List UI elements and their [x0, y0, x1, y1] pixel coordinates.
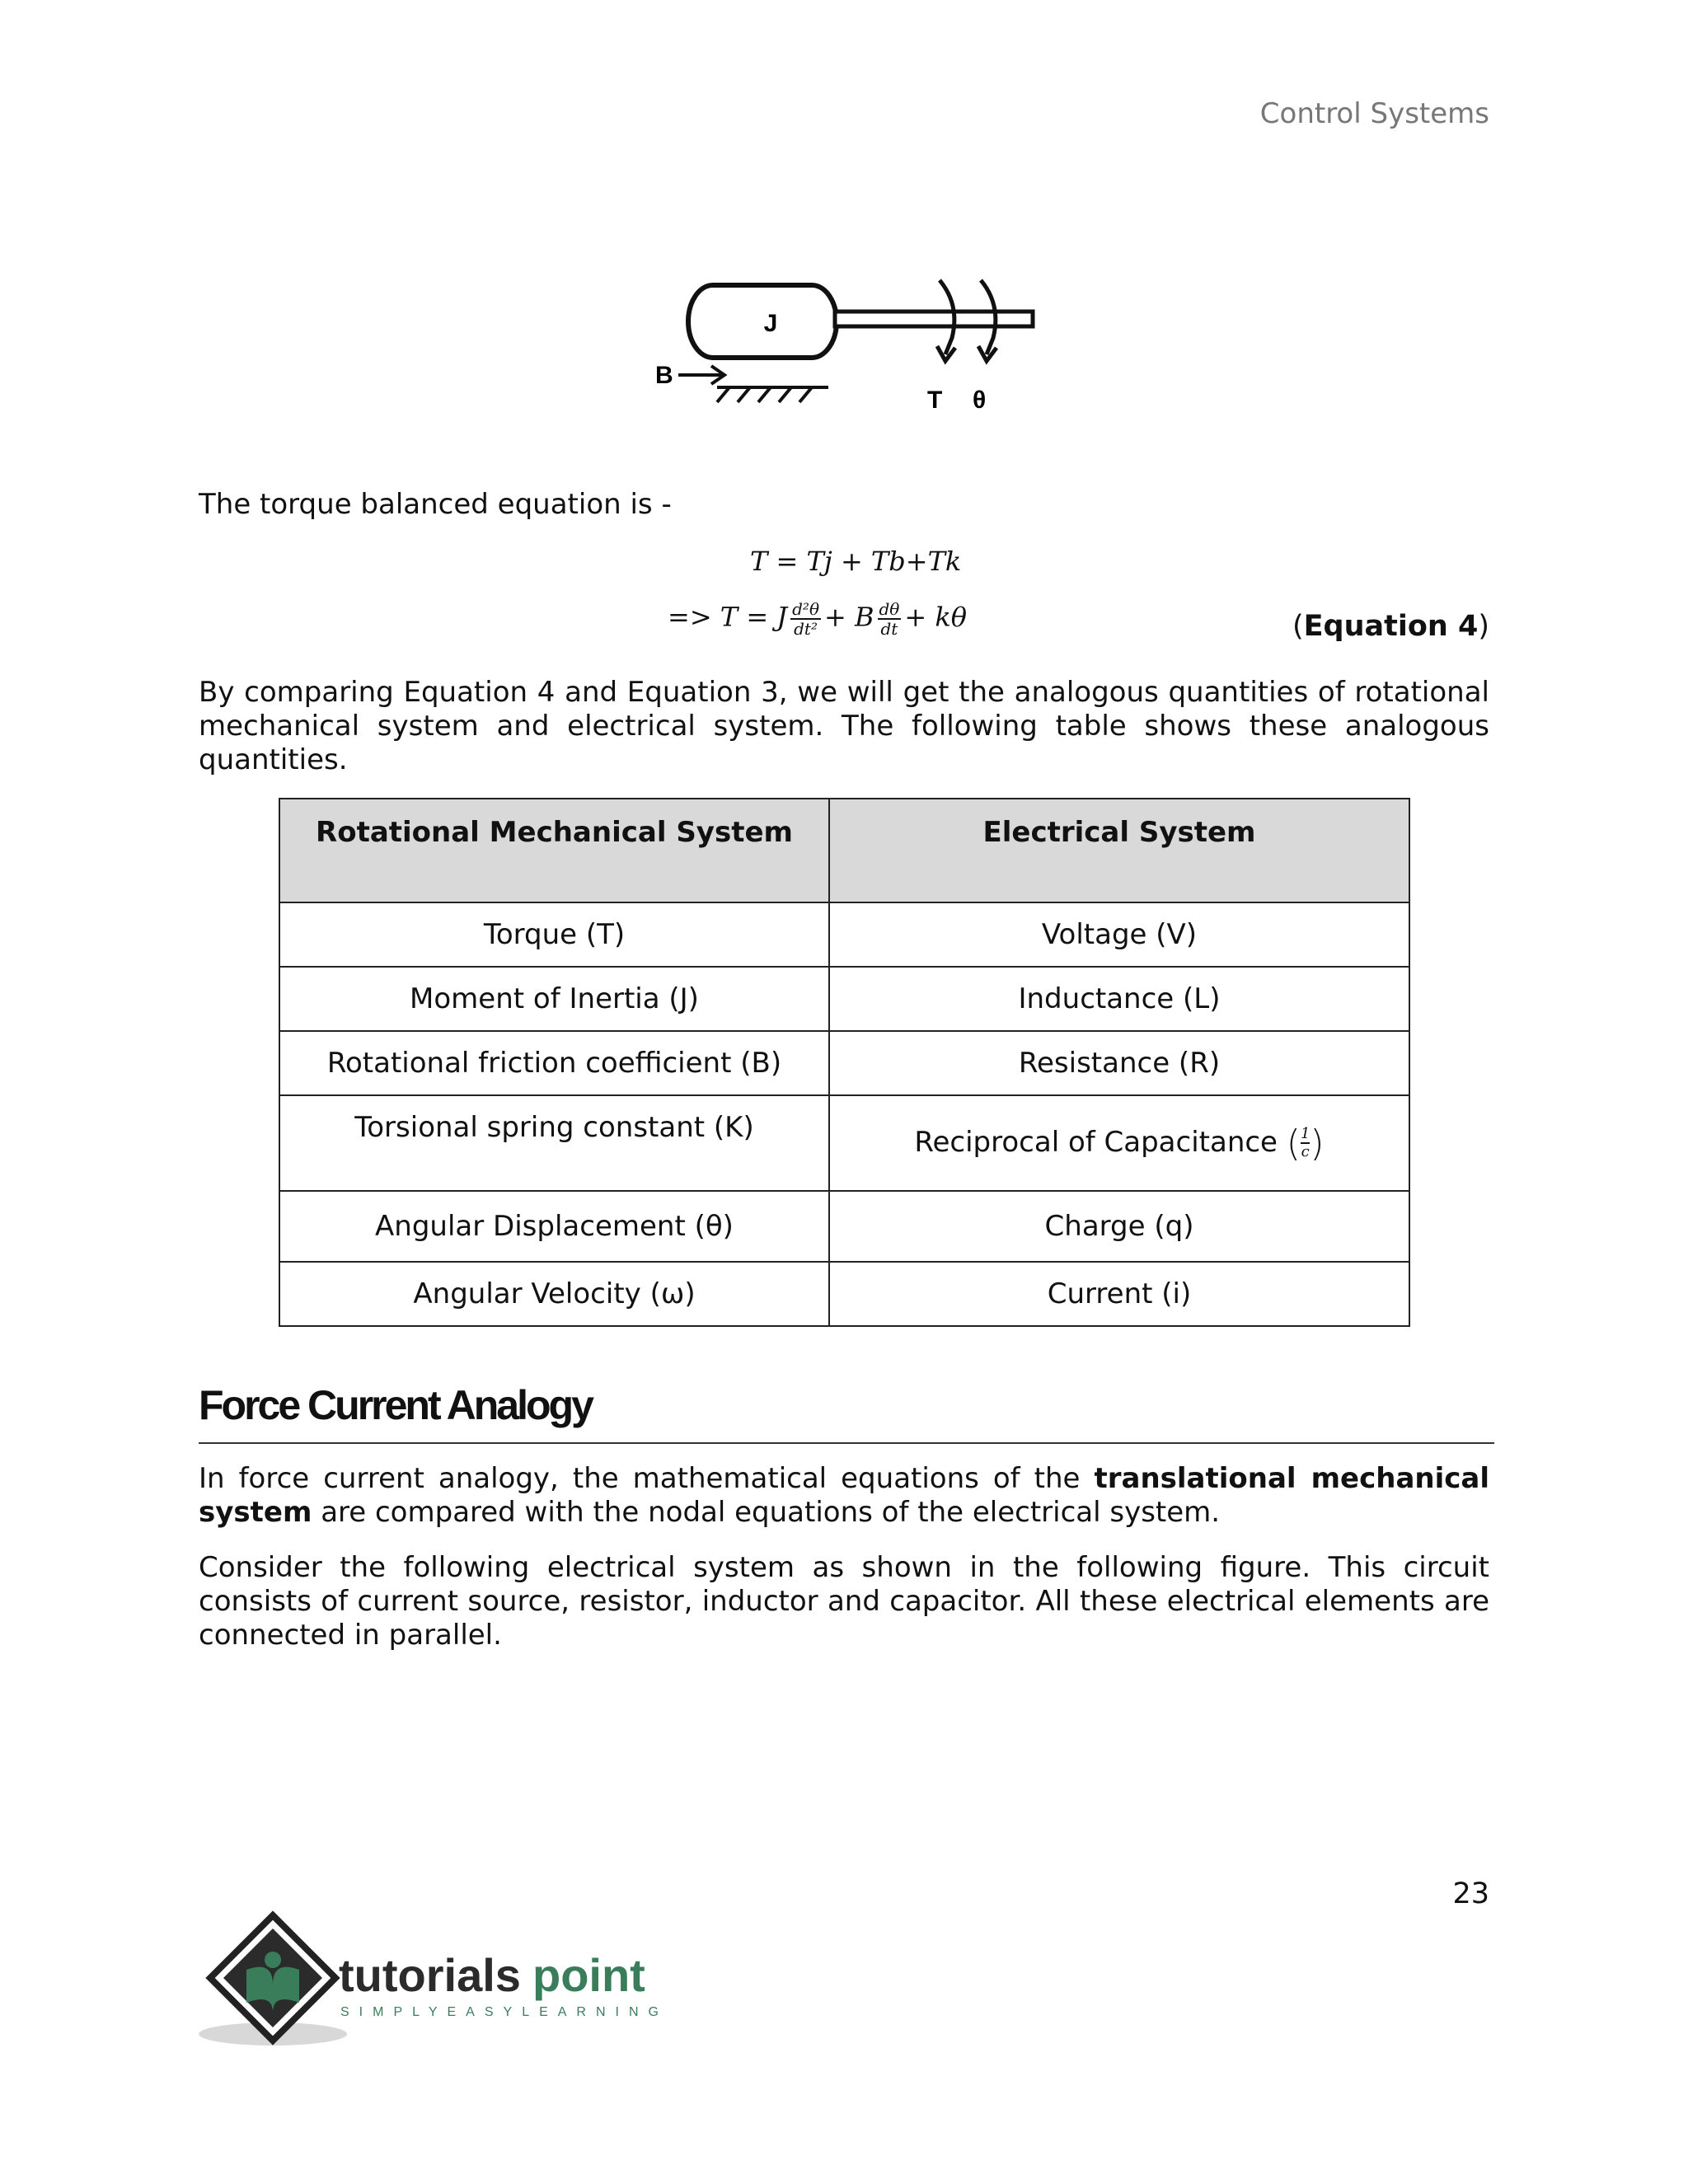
table-cell: Resistance (R): [829, 1031, 1409, 1095]
table-cell: Angular Displacement (θ): [279, 1191, 829, 1262]
equation-line-1: T = Tj + Tb+Tk: [750, 546, 962, 577]
capacitance-label: Reciprocal of Capacitance: [914, 1125, 1278, 1159]
analogous-quantities-table: [279, 798, 1410, 1327]
table-row: [279, 902, 1409, 967]
table-cell: Current (i): [829, 1262, 1409, 1326]
section-divider: [199, 1442, 1494, 1444]
table-row: [279, 967, 1409, 1031]
angle-label: θ: [973, 387, 987, 414]
intro-text: The torque balanced equation is -: [199, 488, 672, 521]
rotational-system-figure: [647, 272, 1043, 420]
svg-text:point: point: [532, 1949, 645, 2001]
friction-arrow: [678, 366, 724, 384]
table-cell: Moment of Inertia (J): [279, 967, 829, 1031]
svg-text:tutorials: tutorials: [339, 1949, 521, 2001]
table-cell: Charge (q): [829, 1191, 1409, 1262]
table-cell: Torsional spring constant (K): [279, 1095, 829, 1191]
table-cell: Angular Velocity (ω): [279, 1262, 829, 1326]
table-cell: Inductance (L): [829, 967, 1409, 1031]
capacitance-fraction: $\frac{1}{c}$: [1300, 1125, 1311, 1160]
svg-text:SIMPLYEASYLEARNING: SIMPLYEASYLEARNING: [340, 2005, 668, 2019]
section-paragraph-1: In force current analogy, the mathematical equations of the translational mechanical system are compared with the nodal equations of the electrical system.: [199, 1462, 1489, 1529]
table-header-mechanical: Rotational Mechanical System: [279, 799, 829, 902]
table-row: [279, 1095, 1409, 1191]
inertia-label: J: [763, 310, 778, 337]
equation-line-2: => T = J $\frac{\text{d²θ}}{\text{dt²}}$ + B $\frac{d\theta}{dt}$ + kθ: [668, 599, 967, 639]
section-heading: Force Current Analogy: [199, 1382, 592, 1428]
table-header-electrical: Electrical System: [829, 799, 1409, 902]
equation-label: (Equation 4): [1292, 610, 1489, 643]
friction-label: B: [655, 362, 673, 389]
table-row: [279, 1191, 1409, 1262]
table-cell: Voltage (V): [829, 902, 1409, 967]
shaft: [835, 312, 1033, 326]
table-cell: Reciprocal of Capacitance ( $\frac{1}{c}$ ): [829, 1095, 1409, 1191]
page-number: 23: [1452, 1877, 1489, 1910]
table-cell: Rotational friction coefficient (B): [279, 1031, 829, 1095]
section-paragraph-2: Consider the following electrical system as shown in the following figure. This circuit consists of current source, resistor, inductor and capacitor. All these electrical elements are connected in parallel.: [199, 1551, 1489, 1652]
tutorialspoint-logo: [199, 1910, 693, 2050]
table-row: [279, 1262, 1409, 1326]
torque-label: T: [927, 387, 943, 414]
header-title: Control Systems: [1259, 97, 1489, 130]
table-row: [279, 1031, 1409, 1095]
table-cell: Torque (T): [279, 902, 829, 967]
comparison-paragraph: By comparing Equation 4 and Equation 3, we will get the analogous quantities of rotational mechanical system and electrical system. The following table shows these analogous quantities.: [199, 676, 1489, 776]
